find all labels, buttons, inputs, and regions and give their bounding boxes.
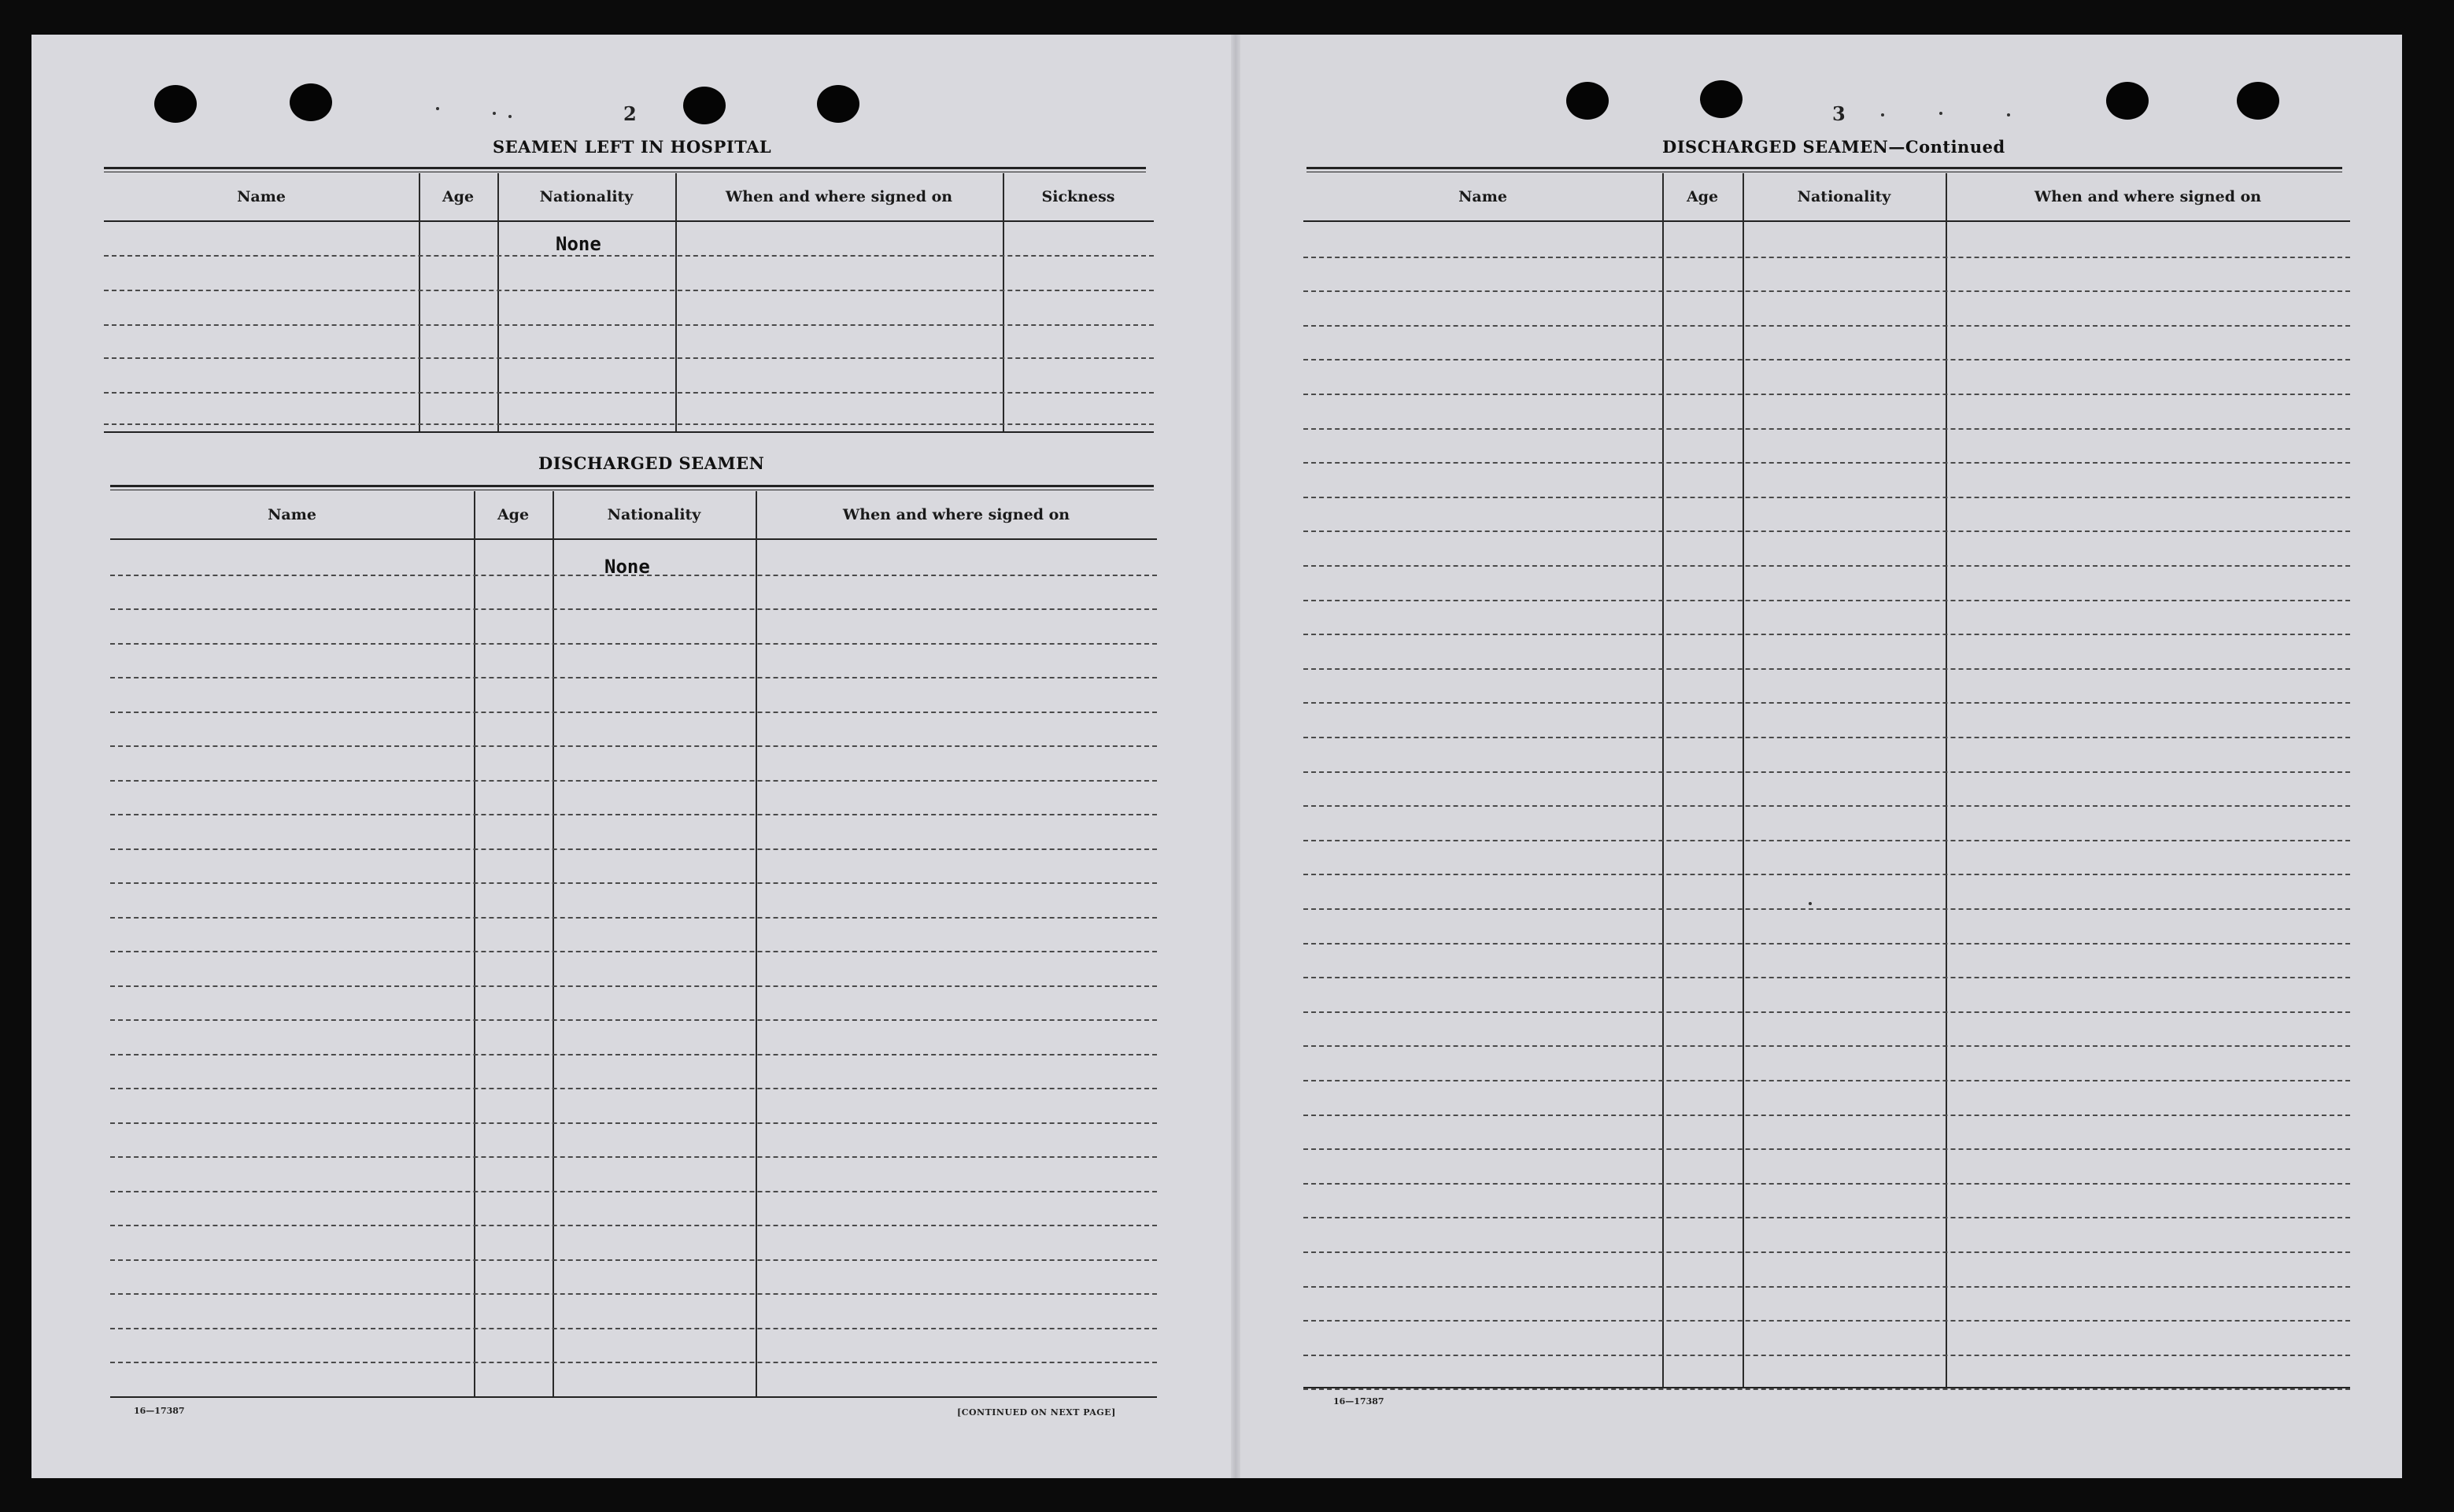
discharged-table-header <box>110 491 1157 540</box>
punch-hole <box>290 83 332 121</box>
discharged-title-rule <box>110 485 1154 490</box>
table-row <box>1303 805 2350 807</box>
table-row <box>110 1156 1157 1158</box>
page-number-right: 3 <box>1832 102 1846 125</box>
table-row <box>110 1328 1157 1329</box>
discharged-title: DISCHARGED SEAMEN <box>538 453 765 473</box>
punch-hole <box>817 85 859 123</box>
table-row <box>1303 840 2350 841</box>
table-row <box>110 712 1157 713</box>
table-row <box>110 1122 1157 1124</box>
ink-speck <box>493 112 496 115</box>
table-row <box>1303 530 2350 532</box>
col-header-nationality: Nationality <box>1797 188 1891 205</box>
table-row <box>1303 634 2350 635</box>
col-header-name: Name <box>268 506 316 523</box>
table-row <box>104 324 1154 326</box>
ink-speck <box>1809 902 1812 905</box>
discharged-continued-title-suffix: —Continued <box>1888 137 2005 157</box>
table-row <box>1303 1011 2350 1013</box>
table-row <box>110 1088 1157 1089</box>
table-row <box>1303 600 2350 601</box>
table-row <box>110 608 1157 610</box>
continued-note: [CONTINUED ON NEXT PAGE] <box>957 1407 1116 1418</box>
table-row <box>110 1259 1157 1261</box>
right-title-rule <box>1306 167 2342 172</box>
discharged-continued-title-main: DISCHARGED SEAMEN <box>1662 137 1889 157</box>
table-row <box>1303 290 2350 292</box>
col-header-nationality: Nationality <box>539 188 634 205</box>
col-header-name: Name <box>1458 188 1507 205</box>
table-row <box>110 814 1157 815</box>
table-row <box>1303 394 2350 395</box>
ink-speck <box>436 107 439 110</box>
col-header-nationality: Nationality <box>607 506 701 523</box>
table-row <box>1303 325 2350 327</box>
table-row <box>104 255 1154 257</box>
table-row <box>110 985 1157 987</box>
punch-hole <box>2237 82 2279 120</box>
hospital-table-header <box>104 173 1154 222</box>
ink-speck <box>1881 113 1884 116</box>
discharged-continued-table <box>1303 173 2350 1388</box>
discharged-continued-title <box>1662 137 2005 157</box>
table-row <box>1303 1217 2350 1218</box>
ink-speck <box>508 115 512 118</box>
table-row <box>1303 1183 2350 1185</box>
table-row <box>1303 462 2350 464</box>
table-row <box>110 780 1157 782</box>
hospital-rows <box>104 222 1154 431</box>
table-row <box>110 882 1157 884</box>
hospital-title: SEAMEN LEFT IN HOSPITAL <box>493 137 772 157</box>
discharged-continued-rows <box>1303 222 2350 1387</box>
hospital-table <box>104 173 1154 433</box>
table-row <box>1303 1286 2350 1288</box>
col-header-signed-on: When and where signed on <box>2034 188 2262 205</box>
table-row <box>1303 771 2350 773</box>
punch-hole <box>1700 80 1743 118</box>
table-row <box>1303 977 2350 978</box>
table-row <box>1303 1045 2350 1047</box>
form-number-right: 16—17387 <box>1333 1396 1384 1407</box>
table-row <box>110 677 1157 678</box>
table-row <box>1303 702 2350 704</box>
table-row <box>1303 1115 2350 1116</box>
col-header-age: Age <box>497 506 530 523</box>
discharged-table <box>110 491 1157 1398</box>
table-row <box>1303 908 2350 910</box>
hospital-entry-none: None <box>556 233 601 255</box>
col-header-signed-on: When and where signed on <box>725 188 953 205</box>
table-row <box>1303 668 2350 670</box>
table-row <box>110 643 1157 645</box>
table-row <box>1303 943 2350 945</box>
col-header-age: Age <box>1686 188 1719 205</box>
table-row <box>1303 1388 2350 1390</box>
punch-hole <box>154 85 197 123</box>
table-row <box>104 357 1154 359</box>
hospital-title-rule <box>104 167 1146 172</box>
table-row <box>110 1054 1157 1055</box>
table-row <box>110 1191 1157 1192</box>
punch-hole <box>1566 82 1609 120</box>
table-row <box>110 1293 1157 1295</box>
discharged-rows <box>110 540 1157 1396</box>
table-row <box>110 951 1157 952</box>
punch-hole <box>683 87 726 124</box>
table-row <box>110 1362 1157 1363</box>
ink-speck <box>1939 112 1942 115</box>
table-row <box>104 290 1154 291</box>
table-row <box>110 1225 1157 1226</box>
table-row <box>1303 257 2350 258</box>
table-row <box>1303 1320 2350 1322</box>
table-row <box>1303 428 2350 430</box>
table-row <box>1303 1080 2350 1081</box>
col-header-name: Name <box>237 188 286 205</box>
col-header-sickness: Sickness <box>1041 188 1115 205</box>
col-header-signed-on: When and where signed on <box>842 506 1070 523</box>
table-row <box>104 392 1154 394</box>
page-number-left: 2 <box>623 102 637 125</box>
table-row <box>110 848 1157 850</box>
ink-speck <box>2007 113 2010 116</box>
table-row <box>1303 1251 2350 1253</box>
table-row <box>1303 1355 2350 1356</box>
table-row <box>110 1019 1157 1021</box>
form-number-left: 16—17387 <box>134 1406 185 1416</box>
page-fold <box>1231 35 1240 1478</box>
table-row <box>1303 737 2350 738</box>
table-row <box>1303 359 2350 360</box>
table-row <box>104 423 1154 425</box>
table-row <box>110 917 1157 919</box>
table-row <box>1303 497 2350 498</box>
col-header-age: Age <box>442 188 475 205</box>
table-row <box>1303 1148 2350 1150</box>
table-row <box>1303 874 2350 875</box>
discharged-continued-table-header <box>1303 173 2350 222</box>
discharged-entry-none: None <box>604 556 650 578</box>
table-row <box>1303 565 2350 567</box>
punch-hole <box>2106 82 2149 120</box>
table-row <box>110 745 1157 747</box>
